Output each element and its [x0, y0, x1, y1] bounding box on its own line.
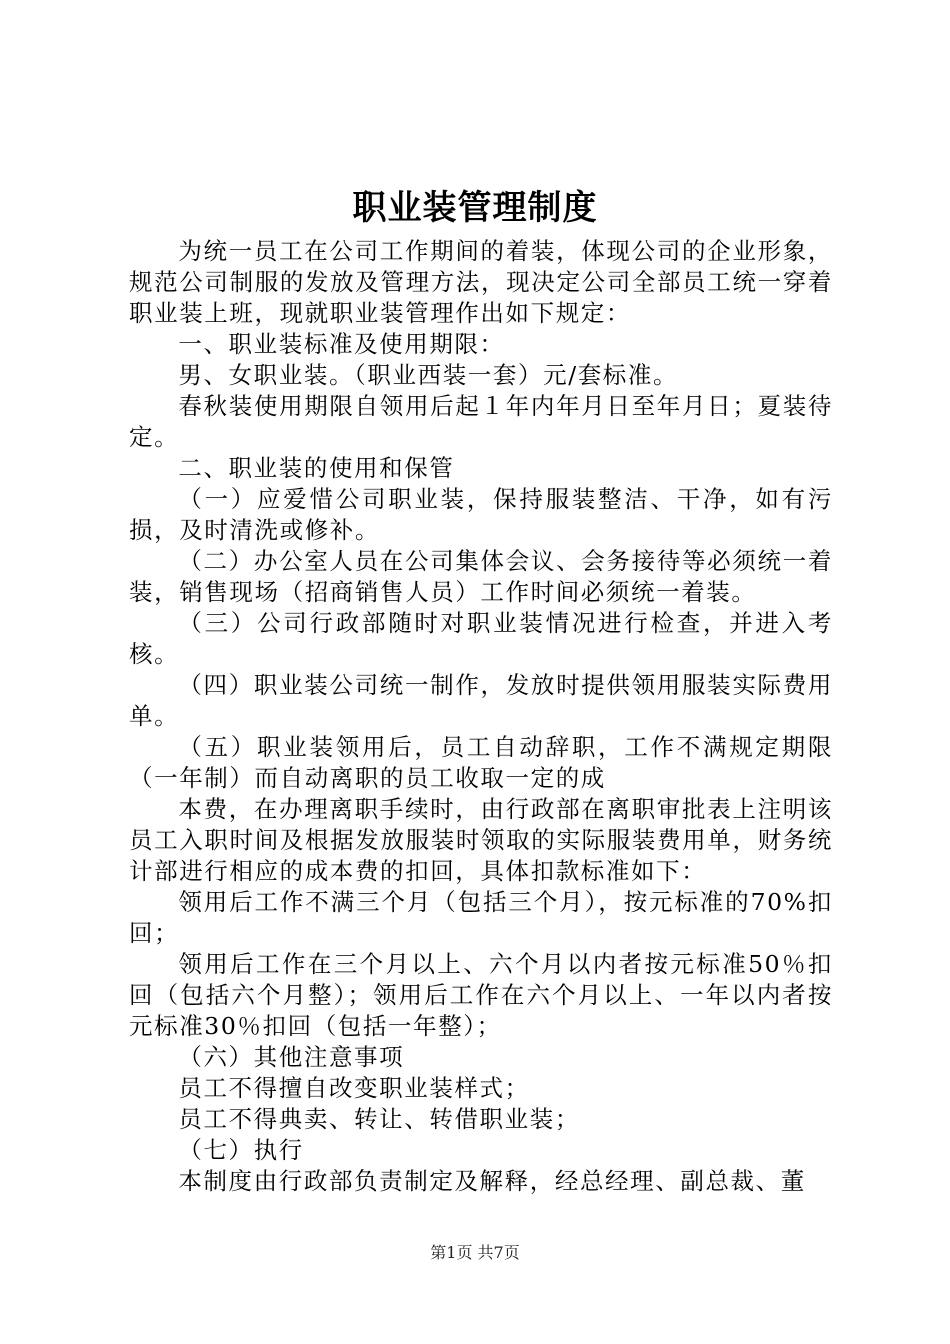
paragraph-execution: 本制度由行政部负责制定及解释，经总经理、副总裁、董	[178, 1167, 806, 1195]
paragraph-cost-deduction: 本费，在办理离职手续时，由行政部在离职审批表上注明该员工入职时间及根据发放服装时领取的实际服装费用单，财务统计部进行相应的成本费的扣回，具体扣款标准如下：	[129, 795, 833, 885]
clause-4: （四）职业装公司统一制作，发放时提供领用服装实际费用单。	[129, 671, 833, 730]
paragraph-deduction-50-30: 领用后工作在三个月以上、六个月以内者按元标准50％扣回（包括六个月整）；领用后工作在六个月以上、一年以内者按元标准30％扣回（包括一年整）；	[129, 950, 833, 1040]
paragraph-deduction-70: 领用后工作不满三个月（包括三个月），按元标准的70%扣回；	[129, 888, 833, 947]
clause-5: （五）职业装领用后，员工自动辞职，工作不满规定期限（一年制）而自动离职的员工收取一定的成	[129, 733, 833, 792]
clause-1: （一）应爱惜公司职业装，保持服装整洁、干净，如有污损，及时清洗或修补。	[129, 485, 833, 544]
rule-no-alteration: 员工不得擅自改变职业装样式；	[178, 1074, 530, 1102]
document-body	[129, 236, 833, 1197]
page-footer: 第1页 共7页	[430, 1243, 520, 1262]
section-heading-usage: 二、职业装的使用和保管	[178, 454, 455, 482]
paragraph-usage-period: 春秋装使用期限自领用后起１年内年月日至年月日；夏装待定。	[129, 392, 833, 451]
rule-no-transfer: 员工不得典卖、转让、转借职业装；	[178, 1105, 580, 1133]
clause-7: （七）执行	[178, 1136, 304, 1164]
section-heading-standards: 一、职业装标准及使用期限：	[178, 330, 505, 358]
clause-3: （三）公司行政部随时对职业装情况进行检查，并进入考核。	[129, 609, 833, 668]
document-title: 职业装管理制度	[352, 188, 598, 228]
clause-2: （二）办公室人员在公司集体会议、会务接待等必须统一着装，销售现场（招商销售人员）工作时间必须统一着装。	[129, 547, 833, 606]
paragraph-intro: 为统一员工在公司工作期间的着装，体现公司的企业形象，规范公司制服的发放及管理方法，现决定公司全部员工统一穿着职业装上班，现就职业装管理作出如下规定：	[129, 237, 833, 327]
clause-6: （六）其他注意事项	[178, 1043, 405, 1071]
paragraph-uniform-standard: 男、女职业装。（职业西装一套）元/套标准。	[178, 361, 679, 389]
